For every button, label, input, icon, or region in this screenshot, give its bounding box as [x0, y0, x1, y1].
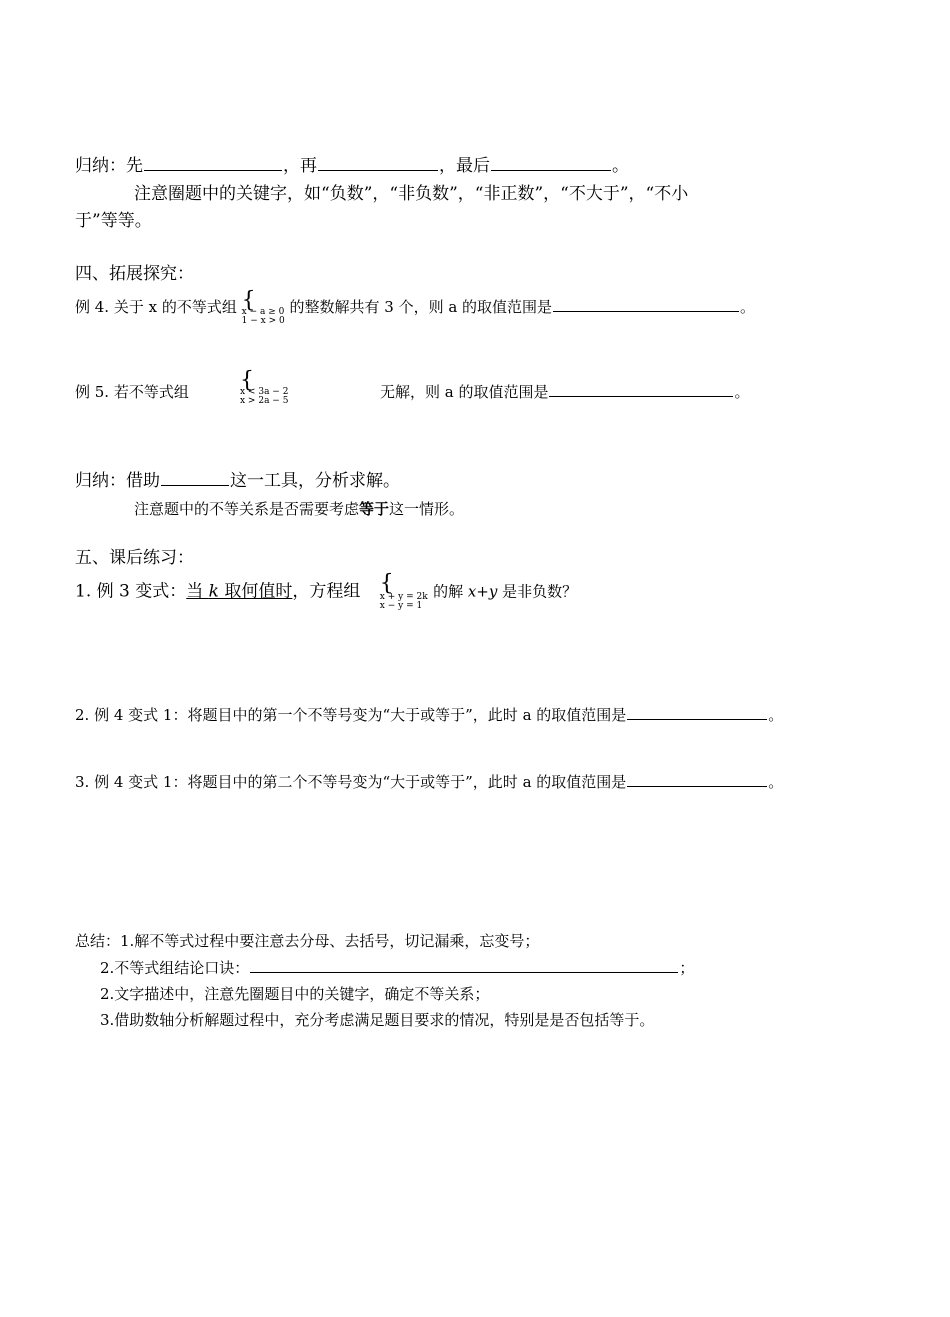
brace-icon: {	[241, 288, 256, 313]
inequality-system: { x < 3a − 2 x > 2a − 5	[240, 368, 289, 406]
example4-line: 例 4. 关于 x 的不等式组 { x − a ≥ 0 1 − x > 0 的整数解共有 3 个，则 a 的取值范围是 。	[75, 288, 756, 326]
fill-blank[interactable]	[553, 310, 739, 312]
fill-blank[interactable]	[144, 169, 282, 171]
example5-suffix: 无解，则 a 的取值范围是 。	[380, 383, 750, 401]
section5-title: 五、课后练习：	[75, 548, 194, 568]
conclusion-line4: 3.借助数轴分析解题过程中，充分考虑满足题目要求的情况，特别是是否包括等于。	[100, 1011, 655, 1029]
practice3-line: 3. 例 4 变式 1：将题目中的第二个不等号变为“大于或等于”，此时 a 的取值范围是 。	[75, 773, 784, 791]
fill-blank[interactable]	[627, 718, 767, 720]
summary2-note: 注意题中的不等关系是否需要考虑等于这一情形。	[134, 500, 465, 518]
summary2-line: 归纳：借助 这一工具，分析求解。	[75, 471, 400, 491]
fill-blank[interactable]	[161, 484, 229, 486]
example5-system	[240, 370, 288, 406]
fill-blank[interactable]	[627, 785, 767, 787]
conclusion-line1: 总结：1.解不等式过程中要注意去分母、去括号，切记漏乘，忘变号；	[75, 932, 540, 950]
conclusion-line3: 2.文字描述中，注意先圈题目中的关键字，确定不等关系；	[100, 985, 490, 1003]
brace-icon: {	[240, 368, 254, 393]
section4-title: 四、拓展探究：	[75, 264, 194, 284]
conclusion-line2: 2.不等式组结论口诀： ；	[100, 959, 695, 977]
brace-icon: {	[379, 571, 394, 596]
example5-prefix: 例 5. 若不等式组	[75, 383, 189, 401]
summary-note-line1: 注意圈题中的关键字，如“负数”，“非负数”，“非正数”，“不大于”，“不小	[134, 184, 689, 204]
fill-blank[interactable]	[549, 395, 733, 397]
equation-system: { x + y = 2k x − y = 1	[379, 571, 428, 612]
fill-blank[interactable]	[318, 169, 438, 171]
fill-blank[interactable]	[491, 169, 611, 171]
underlined-question: 当 k 取何值时	[186, 581, 293, 602]
practice2-line: 2. 例 4 变式 1：将题目中的第一个不等号变为“大于或等于”，此时 a 的取值范围是 。	[75, 706, 784, 724]
practice1-line: 1. 例 3 变式：当 k 取何值时，方程组 { x + y = 2k x − y = 1 的解 x+y 是非负数？	[75, 571, 578, 612]
summary-first-line: 归纳：先 ，再 ，最后 。	[75, 156, 629, 176]
inequality-system: { x − a ≥ 0 1 − x > 0	[241, 288, 285, 326]
summary-note-line2: 于”等等。	[75, 211, 152, 231]
fill-blank[interactable]	[250, 971, 678, 973]
